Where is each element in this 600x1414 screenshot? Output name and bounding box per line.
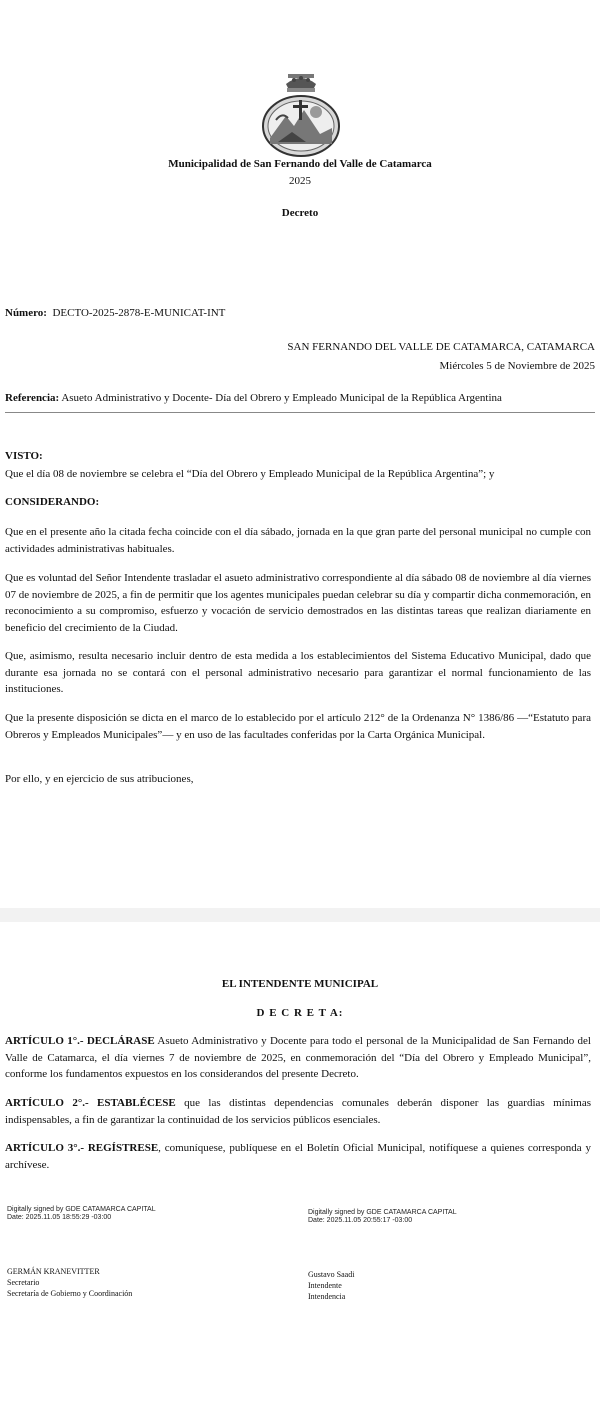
closing-phrase: Por ello, y en ejercicio de sus atribuciones, — [5, 773, 194, 785]
document-date: Miércoles 5 de Noviembre de 2025 — [439, 360, 595, 372]
signature-1-date: Date: 2025.11.05 18:55:29 -03:00 — [7, 1214, 112, 1221]
visto-heading: VISTO: — [5, 450, 43, 462]
signature-2-digital-stamp — [308, 1209, 457, 1225]
article-1-label: ARTÍCULO 1°.- DECLÁRASE — [5, 1035, 155, 1047]
coat-of-arms-seal — [258, 72, 344, 158]
article-3-label: ARTÍCULO 3°.- REGÍSTRESE — [5, 1142, 159, 1154]
signature-1-office: Secretaría de Gobierno y Coordinación — [7, 1289, 133, 1298]
header-divider — [5, 412, 595, 413]
article-2-label: ARTÍCULO 2°.- ESTABLÉCESE — [5, 1097, 176, 1109]
article-3-text: , comuníquese, publíquese en el Boletín Oficial Municipal, notifíquese a quienes corresponda y archívese. — [5, 1142, 591, 1171]
considerando-paragraph-2: Que es voluntad del Señor Intendente trasladar el asueto administrativo correspondiente al día sábado 08 de noviembre al día viernes 07 de noviembre de 2025, a fin de permitir que los agentes municipales puedan celebrar su día y compartir dicha conmemoración, en reconocimiento a su compromiso, esfuerzo y vocación de servicio demostrados en las distintas tareas que realizan diariamente en beneficio del crecimiento de la Ciudad. — [5, 572, 591, 634]
document-place: SAN FERNANDO DEL VALLE DE CATAMARCA, CATAMARCA — [287, 341, 595, 353]
document-reference — [5, 392, 502, 404]
considerando-heading: CONSIDERANDO: — [5, 496, 100, 508]
signature-1-name: GERMÁN KRANEVITTER — [7, 1267, 100, 1276]
signature-1-block — [7, 1266, 132, 1299]
reference-label: Referencia: — [5, 392, 60, 404]
considerando-paragraph-3: Que, asimismo, resulta necesario incluir dentro de esta medida a los establecimientos del Sistema Educativo Municipal, dado que durante esa jornada no se contará con el personal administrativo necesario para garantizar el normal funcionamiento de las instituciones. — [5, 650, 591, 695]
considerando-paragraph-1: Que en el presente año la citada fecha coincide con el día sábado, jornada en la que gran parte del personal municipal no cumple con actividades administrativas habituales. — [5, 526, 591, 555]
article-2-text: que las distintas dependencias comunales deberán disponer las guardias mínimas indispensables, a fin de garantizar la continuidad de los servicios públicos esenciales. — [5, 1097, 591, 1126]
decreta-heading: D E C R E T A: — [256, 1007, 344, 1019]
signature-2-signed-by: Digitally signed by GDE CATAMARCA CAPITAL — [308, 1209, 457, 1216]
document-number-value: DECTO-2025-2878-E-MUNICAT-INT — [52, 307, 226, 319]
signature-1-digital-stamp — [7, 1206, 156, 1222]
signature-1-role: Secretario — [7, 1278, 40, 1287]
article-1 — [5, 1033, 591, 1083]
document-type: Decreto — [281, 207, 319, 219]
signature-2-role: Intendente — [308, 1281, 342, 1290]
signature-2-block — [308, 1269, 354, 1302]
document-number — [5, 307, 225, 319]
document-page-2 — [0, 922, 600, 1414]
considerando-paragraph-4: Que la presente disposición se dicta en el marco de lo establecido por el artículo 212° de la Ordenanza N° 1386/86 —“Estatuto para Obreros y Empleados Municipales”— y en uso de las facultades conferidas por la Carta Orgánica Municipal. — [5, 712, 591, 741]
visto-text: Que el día 08 de noviembre se celebra el “Día del Obrero y Empleado Municipal de la República Argentina”; y — [5, 468, 495, 480]
signature-2-date: Date: 2025.11.05 20:55:17 -03:00 — [308, 1217, 413, 1224]
authority-heading: EL INTENDENTE MUNICIPAL — [221, 978, 379, 990]
signature-2-office: Intendencia — [308, 1292, 346, 1301]
article-3 — [5, 1140, 591, 1173]
article-2 — [5, 1095, 591, 1128]
signature-1-signed-by: Digitally signed by GDE CATAMARCA CAPITAL — [7, 1206, 156, 1213]
signature-2-name: Gustavo Saadi — [308, 1270, 355, 1279]
document-year: 2025 — [289, 175, 311, 187]
article-1-text: Asueto Administrativo y Docente para todo el personal de la Municipalidad de San Fernando del Valle de Catamarca, el día viernes 7 de noviembre de 2025, en conmemoración del “Día del Obrero y Empleado Municipal”, conforme los fundamentos expuestos en los considerandos del presente Decreto. — [5, 1035, 591, 1080]
municipality-name: Municipalidad de San Fernando del Valle de Catamarca — [168, 158, 432, 170]
reference-value: Asueto Administrativo y Docente- Día del Obrero y Empleado Municipal de la República Argentina — [61, 392, 502, 404]
document-number-label: Número: — [5, 307, 47, 319]
